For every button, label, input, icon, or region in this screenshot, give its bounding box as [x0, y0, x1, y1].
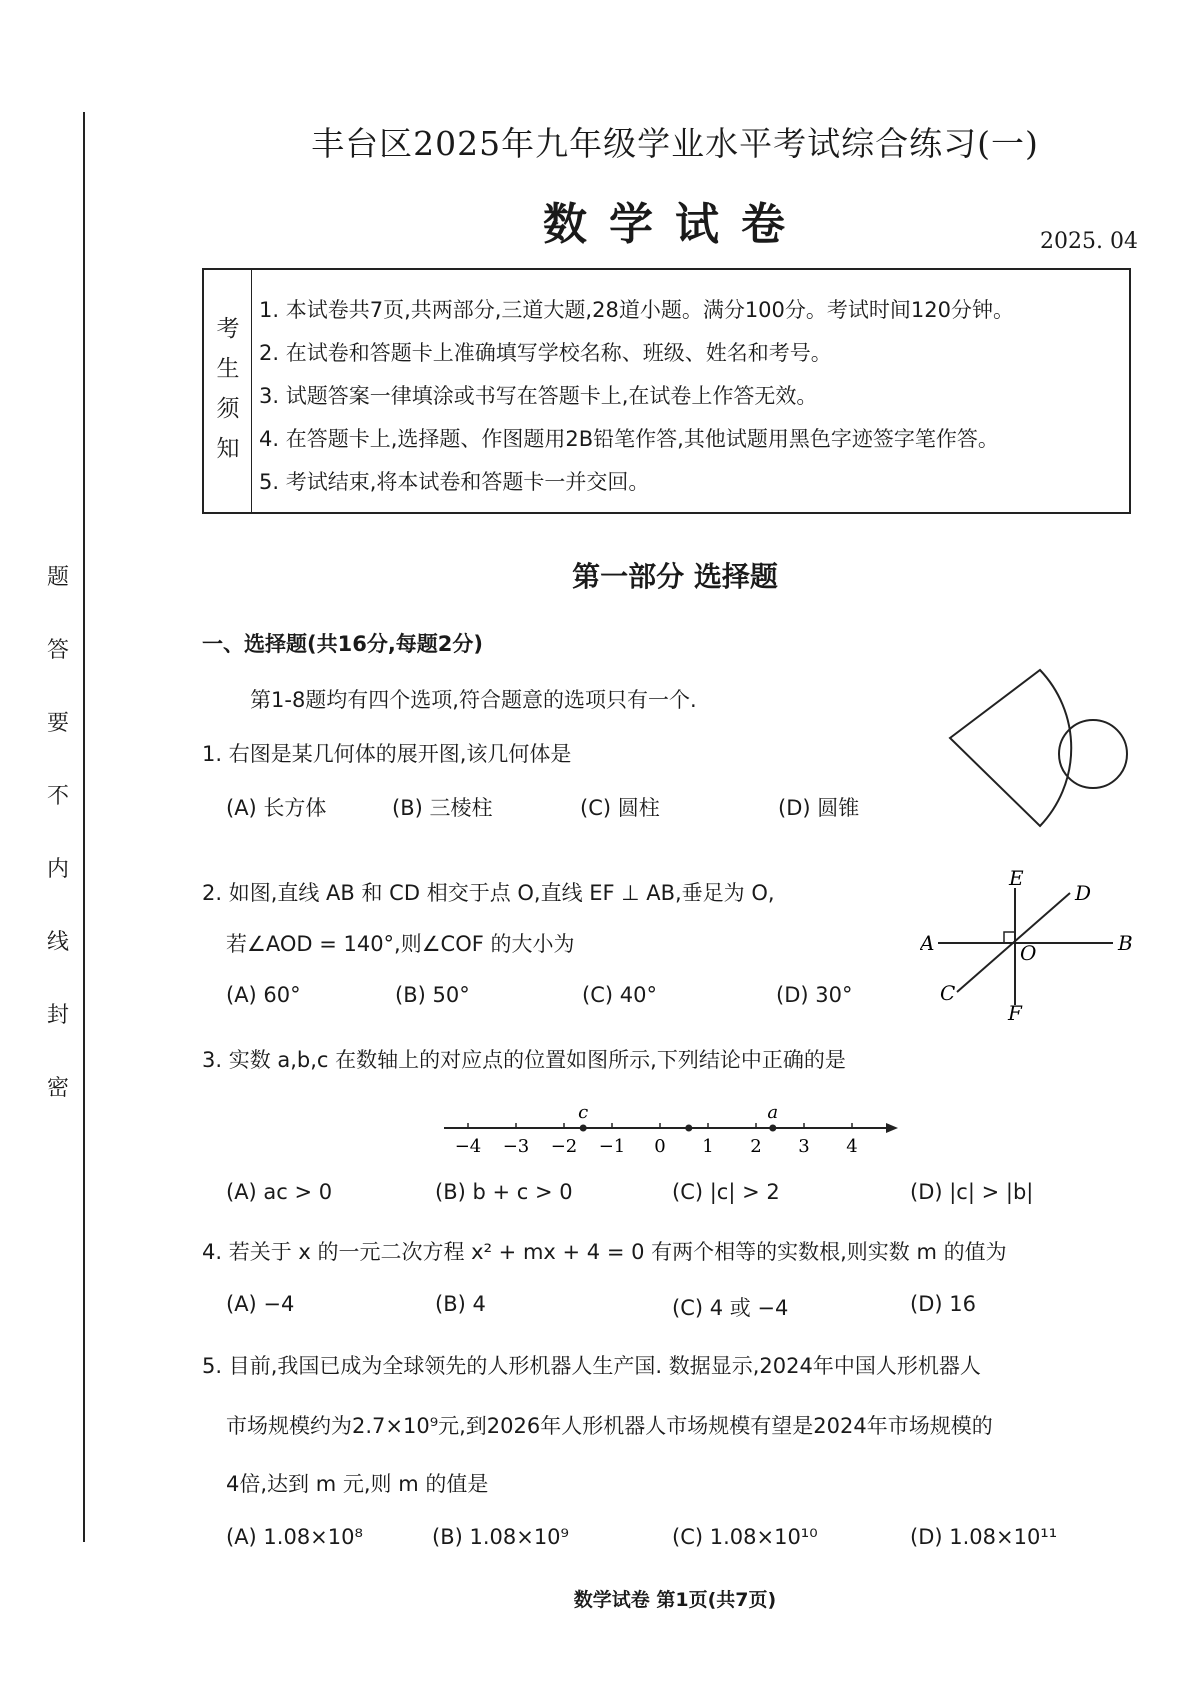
exam-subtitle: 丰台区2025年九年级学业水平考试综合练习(一) — [311, 124, 1039, 163]
seal-char: 题 — [46, 565, 69, 590]
notice-box — [202, 268, 1131, 514]
seal-char: 封 — [46, 1003, 69, 1028]
option: (C) 圆柱 — [580, 796, 660, 820]
option: (D) |c| > |b| — [910, 1180, 1034, 1204]
seal-char: 密 — [46, 1076, 69, 1101]
option: (D) 圆锥 — [778, 796, 860, 820]
option: (D) 1.08×10¹¹ — [910, 1525, 1058, 1549]
option: (B) b + c > 0 — [435, 1180, 573, 1204]
label-f: F — [1008, 1001, 1022, 1020]
notice-label-char: 知 — [216, 436, 240, 462]
point-a — [769, 1125, 776, 1132]
page-footer: 数学试卷 第1页(共7页) — [573, 1589, 777, 1611]
question-5-text-line2: 市场规模约为2.7×10⁹元,到2026年人形机器人市场规模有望是2024年市场规模的 — [226, 1414, 993, 1438]
notice-item: 4. 在答题卡上,选择题、作图题用2B铅笔作答,其他试题用黑色字迹签字笔作答。 — [259, 427, 999, 451]
number-line-tick-label: −3 — [502, 1136, 530, 1157]
question-4-text: 4. 若关于 x 的一元二次方程 x² + mx + 4 = 0 有两个相等的实数根,则实数 m 的值为 — [202, 1240, 1007, 1264]
exam-date: 2025. 04 — [1040, 229, 1138, 254]
option: (B) 50° — [395, 983, 470, 1007]
option: (A) −4 — [226, 1292, 295, 1316]
notice-label-char: 考 — [216, 316, 240, 342]
notice-label-char: 生 — [216, 356, 240, 382]
question-2-text: 2. 如图,直线 AB 和 CD 相交于点 O,直线 EF ⊥ AB,垂足为 O, — [202, 881, 775, 905]
number-line-tick-label: −2 — [550, 1136, 578, 1157]
label-c: C — [940, 981, 956, 1005]
seal-char: 不 — [46, 784, 69, 809]
number-line-tick-label: −1 — [598, 1136, 626, 1157]
question-5-text-line3: 4倍,达到 m 元,则 m 的值是 — [226, 1472, 489, 1496]
option: (C) 1.08×10¹⁰ — [672, 1525, 818, 1549]
notice-item: 5. 考试结束,将本试卷和答题卡一并交回。 — [259, 470, 650, 494]
label-d: D — [1075, 881, 1092, 905]
notice-item: 1. 本试卷共7页,共两部分,三道大题,28道小题。满分100分。考试时间120分钟。 — [259, 298, 1014, 322]
point-c — [580, 1125, 587, 1132]
number-line-tick-label: 1 — [702, 1136, 714, 1157]
axis-arrow — [886, 1123, 898, 1133]
notice-label — [204, 270, 252, 512]
seal-char: 答 — [46, 638, 69, 663]
label-e: E — [1009, 870, 1024, 890]
number-line-tick-label: −4 — [454, 1136, 482, 1157]
option: (A) ac > 0 — [226, 1180, 333, 1204]
question-2-text-line2: 若∠AOD = 140°,则∠COF 的大小为 — [226, 932, 575, 956]
point-b — [685, 1125, 692, 1132]
seal-char: 内 — [46, 857, 69, 882]
number-line-figure — [440, 1100, 900, 1160]
seal-char: 线 — [46, 930, 69, 955]
number-line-tick-label: 2 — [750, 1136, 762, 1157]
label-o: O — [1020, 941, 1037, 965]
notice-label-char: 须 — [216, 396, 240, 422]
option: (B) 三棱柱 — [392, 796, 493, 820]
option: (A) 1.08×10⁸ — [226, 1525, 363, 1549]
option: (C) |c| > 2 — [672, 1180, 780, 1204]
label-a: A — [920, 931, 935, 955]
question-5-text: 5. 目前,我国已成为全球领先的人形机器人生产国. 数据显示,2024年中国人形机器人 — [202, 1354, 981, 1378]
number-line-tick-label: 0 — [654, 1136, 666, 1157]
cone-net-figure — [940, 668, 1140, 828]
section-instruction: 第1-8题均有四个选项,符合题意的选项只有一个. — [250, 688, 697, 712]
number-line-tick-label: 4 — [846, 1136, 858, 1157]
label-c: c — [578, 1102, 589, 1123]
question-1-text: 1. 右图是某几何体的展开图,该几何体是 — [202, 742, 572, 766]
seal-char: 要 — [46, 711, 69, 736]
option: (A) 60° — [226, 983, 301, 1007]
option: (C) 4 或 −4 — [672, 1296, 789, 1320]
label-a: a — [767, 1102, 779, 1123]
sector-shape — [950, 670, 1071, 826]
option: (B) 4 — [435, 1292, 486, 1316]
option: (A) 长方体 — [226, 796, 327, 820]
question-3-text: 3. 实数 a,b,c 在数轴上的对应点的位置如图所示,下列结论中正确的是 — [202, 1048, 846, 1072]
option: (D) 30° — [776, 983, 853, 1007]
notice-item: 3. 试题答案一律填涂或书写在答题卡上,在试卷上作答无效。 — [259, 384, 818, 408]
option: (C) 40° — [582, 983, 657, 1007]
section-title: 一、选择题(共16分,每题2分) — [202, 632, 484, 656]
part-title: 第一部分 选择题 — [572, 560, 778, 593]
notice-item: 2. 在试卷和答题卡上准确填写学校名称、班级、姓名和考号。 — [259, 341, 832, 365]
exam-title: 数学试卷 — [543, 199, 807, 250]
option: (D) 16 — [910, 1292, 976, 1316]
label-b: B — [1118, 931, 1133, 955]
base-circle — [1059, 720, 1127, 788]
perpendicular-lines-figure — [920, 870, 1140, 1020]
option: (B) 1.08×10⁹ — [432, 1525, 569, 1549]
number-line-tick-label: 3 — [798, 1136, 810, 1157]
binding-line — [83, 112, 85, 1542]
